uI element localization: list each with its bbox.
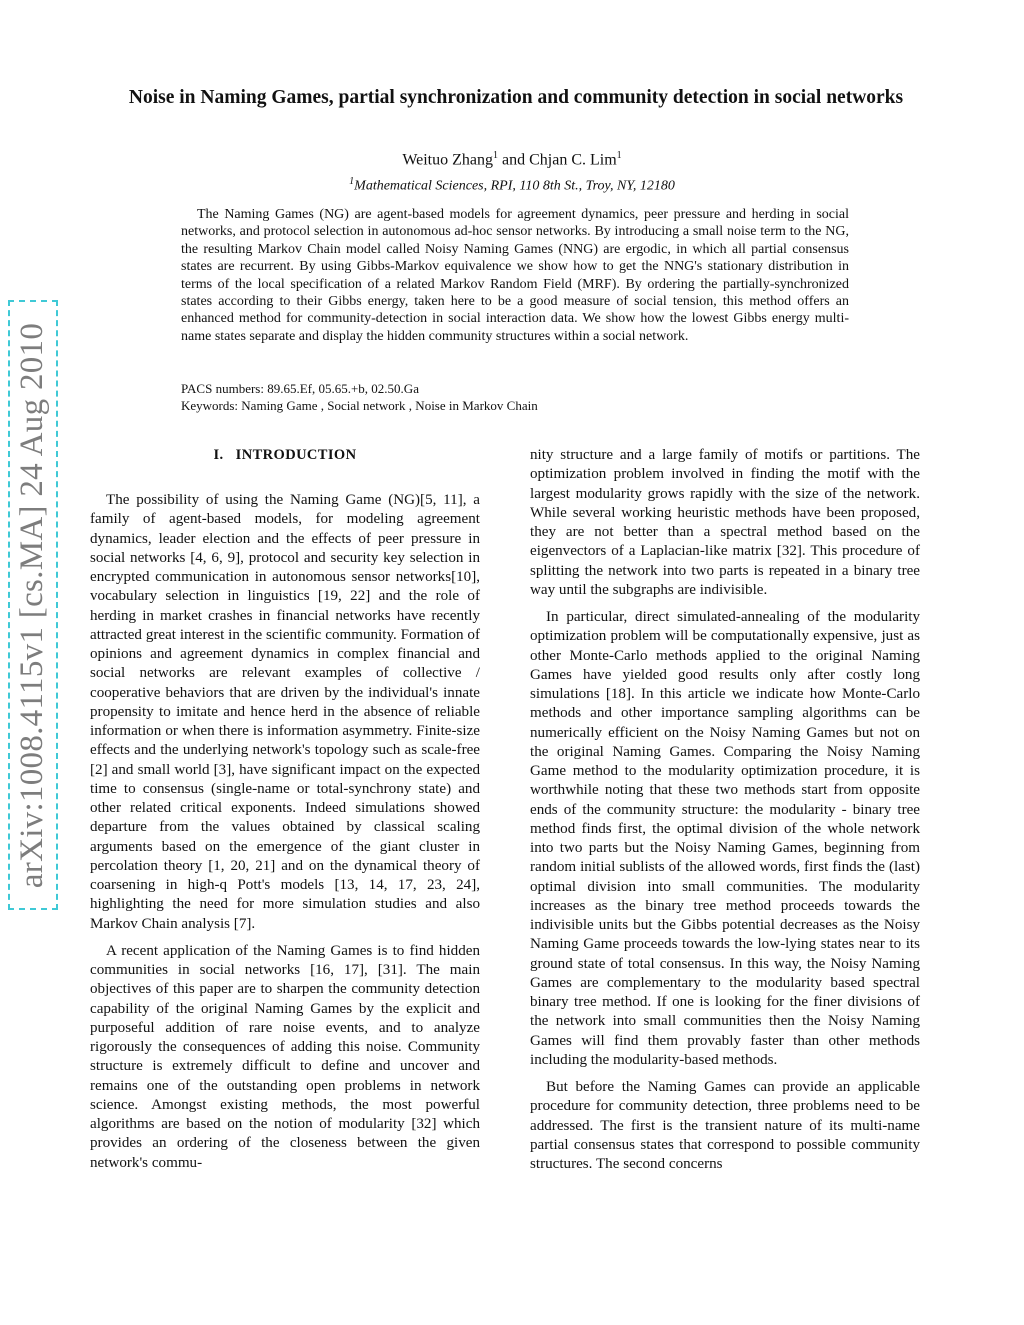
author-zhang-affil-mark: 1 — [493, 150, 498, 161]
keywords: Keywords: Naming Game , Social network , Noise in Markov Chain — [181, 398, 538, 413]
right-column — [530, 446, 920, 1182]
intro-paragraph-1: The possibility of using the Naming Game (NG)[5, 11], a family of agent-based models, for modeling agreement dynamics, leader election and the effects of peer pressure in social networks [4, 6, 9], protocol and security key selection in encrypted communication in autonomous sensor networks[10], vocabulary selection in linguistics [19, 22] and the role of herding in market crashes in financial networks have recently attracted great interest in the scientific community. Formation of opinions and agreement dynamics in complex financial and social networks are relevant examples of collective / cooperative behaviors that are driven by the individual's innate propensity to imitate and hence herd in the absence of reliable information or when there is information asymmetry. Finite-size effects and the underlying network's topology such as scale-free [2] and small world [3], have significant impact on the expected time to consensus (single-name or total-synchrony state) and other related critical exponents. Indeed simulations showed departure from the values obtained by classical scaling arguments based on the emergence of the giant cluster in percolation theory [1, 20, 21] and on the dynamical theory of coarsening in high-q Pott's models [13, 14, 17, 23, 24], highlighting the need for more simulation studies and also Markov Chain analysis [7]. — [90, 492, 480, 932]
author-conjunction: and — [498, 151, 530, 169]
affiliation — [0, 176, 1024, 195]
intro-paragraph-2: A recent application of the Naming Games is to find hidden communities in social networks [16, 17], [31]. The main objectives of this paper are to sharpen the community detection capability of the original Naming Games by the explicit and purposeful addition of rare noise events, and to analyze rigorously the consequences of adding this noise. Community structure is extremely difficult to define and uncover and remains one of the outstanding open problems in network science. Amongst existing methods, the most powerful algorithms are based on the notion of modularity [32] which provides an ordering of the closeness between the given network's commu- — [90, 942, 480, 1171]
intro-paragraph-2-continued: nity structure and a large family of motifs or partitions. The optimization problem involved in finding the motif with the largest modularity grows rapidly with the size of the network. While several working heuristic methods have been proposed, they are not better than a spectral method based on the eigenvectors of a Laplacian-like matrix [32]. This procedure of splitting the network into two parts is repeated in a binary tree way until the subgraphs are indivisible. — [530, 447, 920, 598]
arxiv-id: arXiv:1008.4115v1 [cs.MA] 24 Aug 2010 — [14, 322, 51, 888]
intro-paragraph-3: In particular, direct simulated-annealing of the modularity optimization problem will be computationally expensive, just as other Monte-Carlo methods applied to the original Naming Games have yielded good results only after costly long simulations [18]. In this article we indicate how Monte-Carlo methods and other importance sampling algorithms can be numerically efficient on the Noisy Naming Games but not on the original Naming Games. Comparing the Noisy Naming Game method to the modularity optimization procedure, it is worthwhile noting that these two methods start from opposite ends of the community structure: the modularity - binary tree method finds first, the optimal division of the whole network into two parts but the Noisy Naming Games, beginning from random initial sublists of the allowed words, first finds the (last) optimal division into small communities. The modularity increases as the binary tree method proceeds towards the indivisible units but the Gibbs potential decreases as the Noisy Naming Game proceeds towards the low-lying states near to its ground state of total consensus. In this way, the Noisy Naming Games are complementary to the modularity based spectral binary tree method. If one is looking for the finer divisions of the network into small communities then the Noisy Naming Games will find them provably faster than other methods including the modularity-based methods. — [530, 609, 920, 1068]
author-lim: Chjan C. Lim — [529, 151, 617, 169]
abstract: The Naming Games (NG) are agent-based models for agreement dynamics, peer pressure and herding in social networks, and protocol selection in autonomous ad-hoc sensor networks. By introducing a small noise term to the NG, the resulting Markov Chain model called Noisy Naming Games (NNG) are ergodic, in which all partial consensus states are recurrent. By using Gibbs-Markov equivalence we show how to get the NNG's stationary distribution in terms of the local specification of a related Markov Random Field (MRF). By ordering the partially-synchronized states according to their Gibbs energy, taken here to be a good measure of social tension, this method offers an enhanced method for community-detection in social interaction data. We show how the lowest Gibbs energy multi-name states separate and display the hidden community structures within a social network. — [181, 207, 849, 344]
affiliation-mark: 1 — [349, 176, 355, 187]
section-heading-introduction: I. INTRODUCTION — [213, 447, 357, 463]
paper-metadata — [181, 380, 849, 414]
paper-title: Noise in Naming Games, partial synchronization and community detection in social networks — [128, 87, 904, 108]
affiliation-text: Mathematical Sciences, RPI, 110 8th St., Troy, NY, 12180 — [354, 178, 675, 194]
left-column — [90, 446, 480, 1181]
author-lim-affil-mark: 1 — [616, 150, 622, 161]
arxiv-stamp — [8, 300, 58, 910]
pacs-numbers: PACS numbers: 89.65.Ef, 05.65.+b, 02.50.Ga — [181, 381, 419, 396]
intro-paragraph-4: But before the Naming Games can provide an applicable procedure for community detection, three problems need to be addressed. The first is the transient nature of its multi-name partial consensus states that correspond to possible community structures. The second concerns — [530, 1079, 920, 1172]
author-zhang: Weituo Zhang — [402, 151, 493, 169]
author-line — [0, 150, 1024, 169]
